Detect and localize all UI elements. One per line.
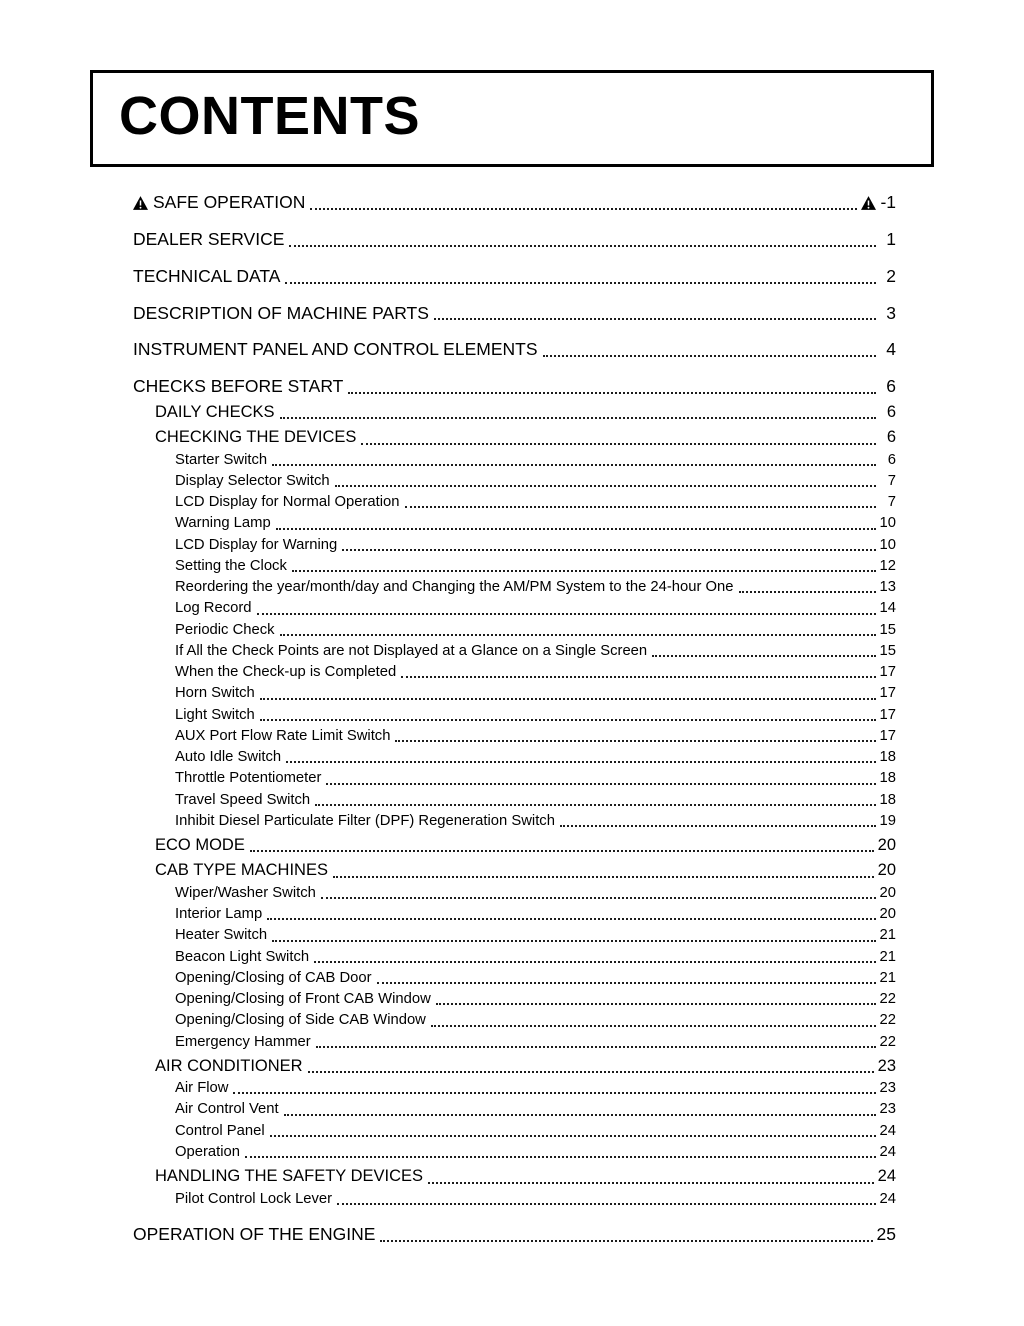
toc-entry xyxy=(133,228,896,251)
toc-entry-label-wrap xyxy=(175,748,281,767)
toc-entry xyxy=(133,835,896,856)
toc-entry-label-wrap xyxy=(133,228,284,251)
toc-entry-label-wrap xyxy=(175,727,390,746)
toc-entry xyxy=(133,578,896,597)
toc-entry-label: Auto Idle Switch xyxy=(175,749,282,766)
toc-entry xyxy=(133,599,896,618)
toc-entry-page: 15 xyxy=(879,621,896,638)
dot-leader xyxy=(272,464,876,466)
toc-entry-label: Warning Lamp xyxy=(175,515,271,532)
warning-triangle-icon xyxy=(133,196,148,210)
toc-entry-label: Setting the Clock xyxy=(175,557,287,574)
toc-entry-label: Emergency Hammer xyxy=(175,1033,311,1050)
toc-entry-page: 17 xyxy=(879,685,896,702)
toc-entry xyxy=(133,338,896,361)
toc-entry-page: -1 xyxy=(880,192,896,213)
dot-leader xyxy=(292,570,876,572)
dot-leader xyxy=(428,1182,874,1184)
toc-entry-page: 24 xyxy=(879,1122,896,1139)
toc-entry-page: 7 xyxy=(887,473,896,489)
dot-leader xyxy=(315,804,875,806)
toc-entry-label: CHECKS BEFORE START xyxy=(133,376,344,397)
toc-entry-label: Light Switch xyxy=(175,706,255,723)
toc-entry-label-wrap xyxy=(175,599,252,618)
toc-entry xyxy=(133,1190,896,1209)
toc-entry-label: Operation xyxy=(175,1143,240,1160)
toc-entry-page: 13 xyxy=(879,579,896,596)
toc-entry-label: Display Selector Switch xyxy=(175,473,330,489)
toc-entry xyxy=(133,905,896,924)
toc-entry xyxy=(133,990,896,1009)
toc-entry-page: 14 xyxy=(879,600,896,617)
toc-entry-page: 6 xyxy=(886,376,896,397)
toc-entry-label-wrap xyxy=(175,791,310,810)
toc-entry-label-wrap xyxy=(175,990,431,1009)
toc-entry xyxy=(133,769,896,788)
toc-entry xyxy=(133,1079,896,1098)
dot-leader xyxy=(285,282,876,284)
contents-title-box xyxy=(90,70,934,167)
toc-entry xyxy=(133,706,896,725)
toc-entry-label: Opening/Closing of Side CAB Window xyxy=(175,1012,426,1029)
toc-entry-label: AIR CONDITIONER xyxy=(155,1056,303,1075)
toc-entry-label-wrap xyxy=(175,493,400,512)
toc-entry xyxy=(133,926,896,945)
dot-leader xyxy=(310,208,857,210)
toc-entry-label-wrap xyxy=(175,1143,240,1162)
toc-entry-page-col xyxy=(880,1190,896,1209)
toc-entry-label-wrap xyxy=(155,860,328,881)
toc-entry-label-wrap xyxy=(175,663,396,682)
toc-entry-label-wrap xyxy=(175,472,330,491)
toc-entry xyxy=(133,1166,896,1187)
toc-entry-label: Starter Switch xyxy=(175,451,268,468)
toc-entry-page-col xyxy=(880,472,896,491)
toc-entry xyxy=(133,302,896,325)
toc-entry xyxy=(133,748,896,767)
toc-entry-label: SAFE OPERATION xyxy=(153,192,306,213)
toc-entry xyxy=(133,663,896,682)
toc-entry xyxy=(133,684,896,703)
toc-entry-page-col xyxy=(880,1143,896,1162)
toc-entry-page: 25 xyxy=(876,1223,896,1244)
toc-entry-label: OPERATION OF THE ENGINE xyxy=(133,1223,376,1244)
toc-entry-page: 21 xyxy=(879,927,896,944)
toc-entry-label: When the Check-up is Completed xyxy=(175,664,397,681)
toc-entry-page-col xyxy=(880,402,896,423)
toc-entry-label-wrap xyxy=(155,1166,423,1187)
dot-leader xyxy=(280,417,876,419)
toc-entry-page-col xyxy=(877,1223,896,1246)
toc-entry-page: 2 xyxy=(886,265,896,286)
toc-entry-page-col xyxy=(880,769,896,788)
dot-leader xyxy=(431,1025,876,1027)
dot-leader xyxy=(260,698,876,700)
toc-entry-page: 6 xyxy=(886,402,896,421)
toc-entry xyxy=(133,791,896,810)
toc-entry-page-col xyxy=(878,835,896,856)
toc-entry-label: Interior Lamp xyxy=(175,906,263,923)
toc-entry-page: 17 xyxy=(879,727,896,744)
toc-entry-label-wrap xyxy=(175,536,337,555)
toc-entry-label-wrap xyxy=(175,884,316,903)
toc-entry-label-wrap xyxy=(175,684,255,703)
toc-entry-page: 23 xyxy=(877,1056,896,1075)
toc-entry-label-wrap xyxy=(133,302,429,325)
toc-entry-page-col xyxy=(880,663,896,682)
dot-leader xyxy=(739,591,876,593)
dot-leader xyxy=(267,918,875,920)
toc-entry xyxy=(133,402,896,423)
toc-entry-label: Heater Switch xyxy=(175,927,268,944)
toc-entry-page: 12 xyxy=(879,557,896,574)
toc-entry-page-col xyxy=(880,905,896,924)
toc-entry xyxy=(133,536,896,555)
toc-entry-label: Pilot Control Lock Lever xyxy=(175,1190,333,1207)
page-title: CONTENTS xyxy=(119,86,420,146)
dot-leader xyxy=(284,1114,876,1116)
dot-leader xyxy=(560,825,876,827)
toc-entry-page-col xyxy=(880,427,896,448)
toc-entry-page-col xyxy=(880,706,896,725)
dot-leader xyxy=(326,783,875,785)
toc-entry-label-wrap xyxy=(175,1100,279,1119)
toc-entry-label: ECO MODE xyxy=(155,835,245,854)
dot-leader xyxy=(280,634,876,636)
toc-entry-label: Horn Switch xyxy=(175,685,255,702)
toc-entry-page-col xyxy=(880,338,896,361)
dot-leader xyxy=(335,485,876,487)
toc-entry-label-wrap xyxy=(175,642,647,661)
toc-entry-label-wrap xyxy=(175,948,309,967)
toc-entry-page-col xyxy=(880,969,896,988)
toc-list xyxy=(90,167,934,1245)
toc-entry-page: 6 xyxy=(886,428,896,447)
toc-entry-page: 22 xyxy=(879,1012,896,1029)
toc-entry-label-wrap xyxy=(175,926,267,945)
dot-leader xyxy=(260,719,876,721)
toc-entry-page-col xyxy=(880,451,896,470)
toc-entry-page-col xyxy=(878,1056,896,1077)
dot-leader xyxy=(395,740,875,742)
toc-entry-label: Travel Speed Switch xyxy=(175,791,311,808)
toc-entry-label: Periodic Check xyxy=(175,621,275,638)
dot-leader xyxy=(257,613,876,615)
toc-entry-page-col xyxy=(878,1166,896,1187)
toc-entry-page-col xyxy=(880,727,896,746)
toc-entry xyxy=(133,514,896,533)
toc-entry-page: 15 xyxy=(879,642,896,659)
toc-entry-label: Throttle Potentiometer xyxy=(175,770,322,787)
toc-entry xyxy=(133,727,896,746)
toc-entry-page-col xyxy=(880,536,896,555)
dot-leader xyxy=(348,392,876,394)
toc-entry xyxy=(133,472,896,491)
toc-entry-page-col xyxy=(880,791,896,810)
toc-entry-page-col xyxy=(880,265,896,288)
toc-entry-page-col xyxy=(880,1033,896,1052)
dot-leader xyxy=(333,876,874,878)
toc-entry-label-wrap xyxy=(133,1223,375,1246)
toc-entry-label-wrap xyxy=(155,402,275,423)
toc-entry xyxy=(133,427,896,448)
toc-entry-page: 3 xyxy=(886,302,896,323)
dot-leader xyxy=(289,245,876,247)
dot-leader xyxy=(401,676,875,678)
toc-entry-page: 24 xyxy=(879,1143,896,1160)
toc-entry-page: 4 xyxy=(886,339,896,360)
toc-entry-page-col xyxy=(880,948,896,967)
toc-entry-page: 18 xyxy=(879,791,896,808)
toc-entry-label: Reordering the year/month/day and Changing the AM/PM System to the 24-hour One xyxy=(175,579,734,596)
toc-entry-label-wrap xyxy=(175,1011,426,1030)
toc-entry-label-wrap xyxy=(133,265,280,288)
toc-entry-page: 20 xyxy=(879,884,896,901)
toc-entry-label: Air Control Vent xyxy=(175,1101,279,1118)
toc-entry-page: 23 xyxy=(879,1080,896,1097)
toc-entry-label-wrap xyxy=(175,514,271,533)
dot-leader xyxy=(380,1240,872,1242)
dot-leader xyxy=(233,1092,875,1094)
toc-entry-label: LCD Display for Normal Operation xyxy=(175,494,400,511)
toc-entry-page: 10 xyxy=(879,536,896,553)
toc-entry xyxy=(133,1223,896,1246)
toc-entry-label: Inhibit Diesel Particulate Filter (DPF) Regeneration Switch xyxy=(175,812,555,829)
toc-entry-label: TECHNICAL DATA xyxy=(133,265,281,286)
toc-entry-page-col xyxy=(880,748,896,767)
toc-entry xyxy=(133,1143,896,1162)
toc-entry-page: 7 xyxy=(887,494,896,511)
toc-entry-page-col xyxy=(880,1122,896,1141)
dot-leader xyxy=(652,655,875,657)
toc-entry-page-col xyxy=(880,375,896,398)
toc-entry-page: 18 xyxy=(879,770,896,787)
toc-entry-page: 6 xyxy=(887,451,896,468)
toc-entry xyxy=(133,1056,896,1077)
toc-entry-label: Air Flow xyxy=(175,1080,229,1097)
toc-entry-page-col xyxy=(880,302,896,325)
toc-entry-label-wrap xyxy=(133,191,305,214)
toc-entry-page: 22 xyxy=(879,991,896,1008)
toc-entry xyxy=(133,860,896,881)
dot-leader xyxy=(434,318,876,320)
toc-entry-page-col xyxy=(880,1100,896,1119)
toc-entry-page-col xyxy=(880,228,896,251)
toc-entry-label-wrap xyxy=(175,1079,228,1098)
toc-entry-label-wrap xyxy=(133,375,343,398)
toc-entry-label-wrap xyxy=(175,1190,332,1209)
toc-entry-page-col xyxy=(880,557,896,576)
toc-entry-page: 24 xyxy=(879,1190,896,1207)
toc-entry-label-wrap xyxy=(175,1122,265,1141)
toc-entry-page-col xyxy=(880,990,896,1009)
toc-entry-label: Opening/Closing of CAB Door xyxy=(175,969,372,986)
toc-entry xyxy=(133,969,896,988)
toc-entry xyxy=(133,375,896,398)
toc-entry-label-wrap xyxy=(175,1033,311,1052)
toc-entry-page: 20 xyxy=(877,861,896,880)
toc-entry-page-col xyxy=(880,812,896,831)
toc-entry xyxy=(133,191,896,214)
dot-leader xyxy=(361,443,876,445)
toc-entry-page-col xyxy=(880,642,896,661)
toc-entry-label: Opening/Closing of Front CAB Window xyxy=(175,991,431,1008)
toc-entry xyxy=(133,621,896,640)
dot-leader xyxy=(543,355,876,357)
toc-entry-label-wrap xyxy=(133,338,538,361)
toc-entry-page-col xyxy=(880,1079,896,1098)
warning-triangle-icon xyxy=(861,196,876,210)
toc-entry-label: Beacon Light Switch xyxy=(175,948,310,965)
toc-entry-label-wrap xyxy=(175,812,555,831)
toc-entry-label-wrap xyxy=(155,1056,303,1077)
toc-entry-page: 1 xyxy=(886,229,896,250)
toc-entry-page: 19 xyxy=(879,812,896,829)
dot-leader xyxy=(321,897,876,899)
toc-entry-label-wrap xyxy=(175,557,287,576)
toc-entry-page-col xyxy=(880,926,896,945)
toc-entry-page: 21 xyxy=(879,948,896,965)
toc-entry-page: 20 xyxy=(877,835,896,854)
toc-entry-page-col xyxy=(880,684,896,703)
toc-entry-label-wrap xyxy=(175,451,267,470)
toc-entry xyxy=(133,265,896,288)
toc-entry xyxy=(133,557,896,576)
toc-entry-page: 18 xyxy=(879,749,896,766)
toc-entry-label-wrap xyxy=(175,769,321,788)
toc-entry xyxy=(133,884,896,903)
toc-entry-label-wrap xyxy=(155,835,245,856)
toc-entry-page: 24 xyxy=(877,1167,896,1186)
toc-entry xyxy=(133,812,896,831)
toc-entry-page: 21 xyxy=(879,969,896,986)
toc-entry-page: 17 xyxy=(879,664,896,681)
toc-entry-label-wrap xyxy=(155,427,356,448)
toc-entry-page: 10 xyxy=(879,515,896,532)
toc-entry-label: INSTRUMENT PANEL AND CONTROL ELEMENTS xyxy=(133,339,538,360)
toc-entry xyxy=(133,1011,896,1030)
toc-entry-label-wrap xyxy=(175,969,372,988)
toc-entry-label: If All the Check Points are not Displayed at a Glance on a Single Screen xyxy=(175,642,648,659)
toc-entry-label-wrap xyxy=(175,578,734,597)
dot-leader xyxy=(276,528,876,530)
toc-entry-label: CHECKING THE DEVICES xyxy=(155,428,357,447)
dot-leader xyxy=(245,1156,876,1158)
toc-entry-page-col xyxy=(880,514,896,533)
toc-entry-page-col xyxy=(880,621,896,640)
toc-entry-page-col xyxy=(878,860,896,881)
dot-leader xyxy=(377,982,876,984)
toc-entry-label: LCD Display for Warning xyxy=(175,536,338,553)
toc-entry-label: CAB TYPE MACHINES xyxy=(155,861,328,880)
toc-entry-label-wrap xyxy=(175,706,255,725)
dot-leader xyxy=(286,761,875,763)
toc-entry-label-wrap xyxy=(175,621,275,640)
toc-entry-label: Log Record xyxy=(175,600,252,617)
toc-entry-label: HANDLING THE SAFETY DEVICES xyxy=(155,1167,424,1186)
toc-entry-label: Wiper/Washer Switch xyxy=(175,884,316,901)
toc-entry-label: AUX Port Flow Rate Limit Switch xyxy=(175,727,391,744)
toc-entry-page-col xyxy=(880,599,896,618)
toc-entry xyxy=(133,493,896,512)
toc-entry xyxy=(133,642,896,661)
toc-entry-label: DESCRIPTION OF MACHINE PARTS xyxy=(133,302,429,323)
toc-entry xyxy=(133,1033,896,1052)
toc-entry xyxy=(133,948,896,967)
toc-entry-page-col xyxy=(880,578,896,597)
dot-leader xyxy=(342,549,875,551)
toc-entry-page-col xyxy=(880,884,896,903)
toc-entry-label: DEALER SERVICE xyxy=(133,229,285,250)
toc-entry-page: 17 xyxy=(879,706,896,723)
dot-leader xyxy=(405,506,877,508)
dot-leader xyxy=(270,1135,876,1137)
toc-entry-label: Control Panel xyxy=(175,1122,265,1139)
toc-entry-page: 22 xyxy=(879,1033,896,1050)
toc-entry xyxy=(133,451,896,470)
toc-entry-page-col xyxy=(861,191,896,214)
toc-entry-label: DAILY CHECKS xyxy=(155,402,275,421)
dot-leader xyxy=(308,1071,874,1073)
toc-entry-page: 23 xyxy=(879,1101,896,1118)
toc-entry-page: 20 xyxy=(879,906,896,923)
dot-leader xyxy=(314,961,875,963)
dot-leader xyxy=(250,850,874,852)
toc-entry xyxy=(133,1100,896,1119)
dot-leader xyxy=(337,1203,875,1205)
toc-entry xyxy=(133,1122,896,1141)
dot-leader xyxy=(272,940,875,942)
toc-entry-page-col xyxy=(880,493,896,512)
toc-entry-label-wrap xyxy=(175,905,262,924)
dot-leader xyxy=(316,1046,876,1048)
dot-leader xyxy=(436,1003,876,1005)
toc-entry-page-col xyxy=(880,1011,896,1030)
